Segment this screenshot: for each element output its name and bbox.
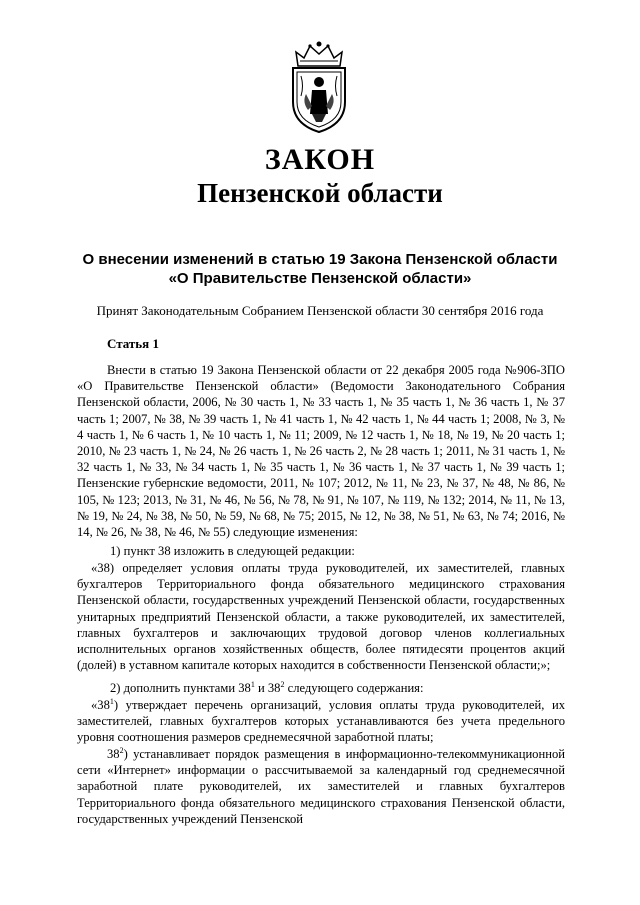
law-heading-line-1: О внесении изменений в статью 19 Закона Пензенской области xyxy=(82,251,558,268)
paragraph-38-1-sup: 1 xyxy=(109,696,114,706)
document-title: ЗАКОН xyxy=(264,143,376,176)
paragraph-38-1-text: ) утверждает перечень организаций, условия оплаты труда руководителей, их заместителей, главных бухгалтеров которых устанавливаются без учета предельного уровня соотношения размеров среднемесячной заработной платы; xyxy=(77,698,565,745)
paragraph-38-2-num: 38 xyxy=(107,747,120,761)
item-2-text-c: следующего содержания: xyxy=(284,681,424,695)
item-1: 1) пункт 38 изложить в следующей редакции: xyxy=(110,544,355,558)
law-heading-line-2: «О Правительстве Пензенской области» xyxy=(168,270,472,287)
paragraph-38-2 xyxy=(77,746,565,827)
coat-of-arms-icon xyxy=(286,40,352,134)
adoption-note: Принят Законодательным Собранием Пензенской области 30 сентября 2016 года xyxy=(96,303,544,318)
paragraph-38-1 xyxy=(77,697,565,746)
item-2 xyxy=(110,680,423,696)
item-2-sup-1: 1 xyxy=(250,679,255,689)
article-heading: Статья 1 xyxy=(107,336,159,351)
paragraph-38-1-num: «38 xyxy=(91,698,110,712)
law-heading xyxy=(40,250,600,288)
item-2-text-b: и 38 xyxy=(254,681,281,695)
item-2-sup-2: 2 xyxy=(280,679,285,689)
item-2-text-a: 2) дополнить пунктами 38 xyxy=(110,681,251,695)
paragraph-38-2-sup: 2 xyxy=(119,745,124,755)
document-subtitle: Пензенской области xyxy=(197,178,443,208)
paragraph-38-quote: «38) определяет условия оплаты труда руководителей, их заместителей, главных бухгалтеров Территориального фонда обязательного медицинского страхования Пензенской области, государственных учреждений Пензенской области, государственных унитарных предприятий Пензенской области, а также руководителей, их заместителей, главных бухгалтеров и заключающих трудовой договор членов коллегиальных исполнительных органов хозяйственных обществ, более пятидесяти процентов акций (долей) в уставном капитале которых находится в собственности Пензенской области;»; xyxy=(77,561,565,673)
article-intro-paragraph: Внести в статью 19 Закона Пензенской области от 22 декабря 2005 года №906-ЗПО «О Правительстве Пензенской области» (Ведомости Законодательного Собрания Пензенской области, 2006, № 30 часть 1, № 33 часть 1, № 35 часть 1, № 36 часть 1, № 37 часть 1; 2007, № 38, № 39 часть 1, № 41 часть 1, № 42 часть 1, № 44 часть 1; 2008, № 3, № 4 часть 1, № 6 часть 1, № 10 часть 1, № 11; 2009, № 12 часть 1, № 18, № 19, № 20 часть 1; 2010, № 23 часть 1, № 24, № 26 часть 1, № 26 часть 2, № 28 часть 1; 2011, № 31 часть 1, № 32 часть 1, № 33, № 34 часть 1, № 35 часть 1, № 36 часть 1, № 37 часть 1, № 39 часть 1; Пензенские губернские ведомости, 2011, № 107; 2012, № 11, № 23, № 37, № 48, № 86, № 105, № 123; 2013, № 31, № 46, № 56, № 78, № 91, № 107, № 119, № 132; 2014, № 11, № 13, № 19, № 24, № 38, № 50, № 59, № 68, № 75; 2015, № 12, № 38, № 51, № 63, № 74; 2016, № 14, № 26, № 38, № 46, № 55) следующие изменения: xyxy=(77,363,565,540)
paragraph-38-2-text: ) устанавливает порядок размещения в информационно-телекоммуникационной сети «Интернет» информации о рассчитываемой за календарный год среднемесячной заработной плате руководителей, их заместителей и главных бухгалтеров Территориального фонда обязательного медицинского страхования Пензенской области, государственных учреждений Пензенской xyxy=(77,747,565,826)
